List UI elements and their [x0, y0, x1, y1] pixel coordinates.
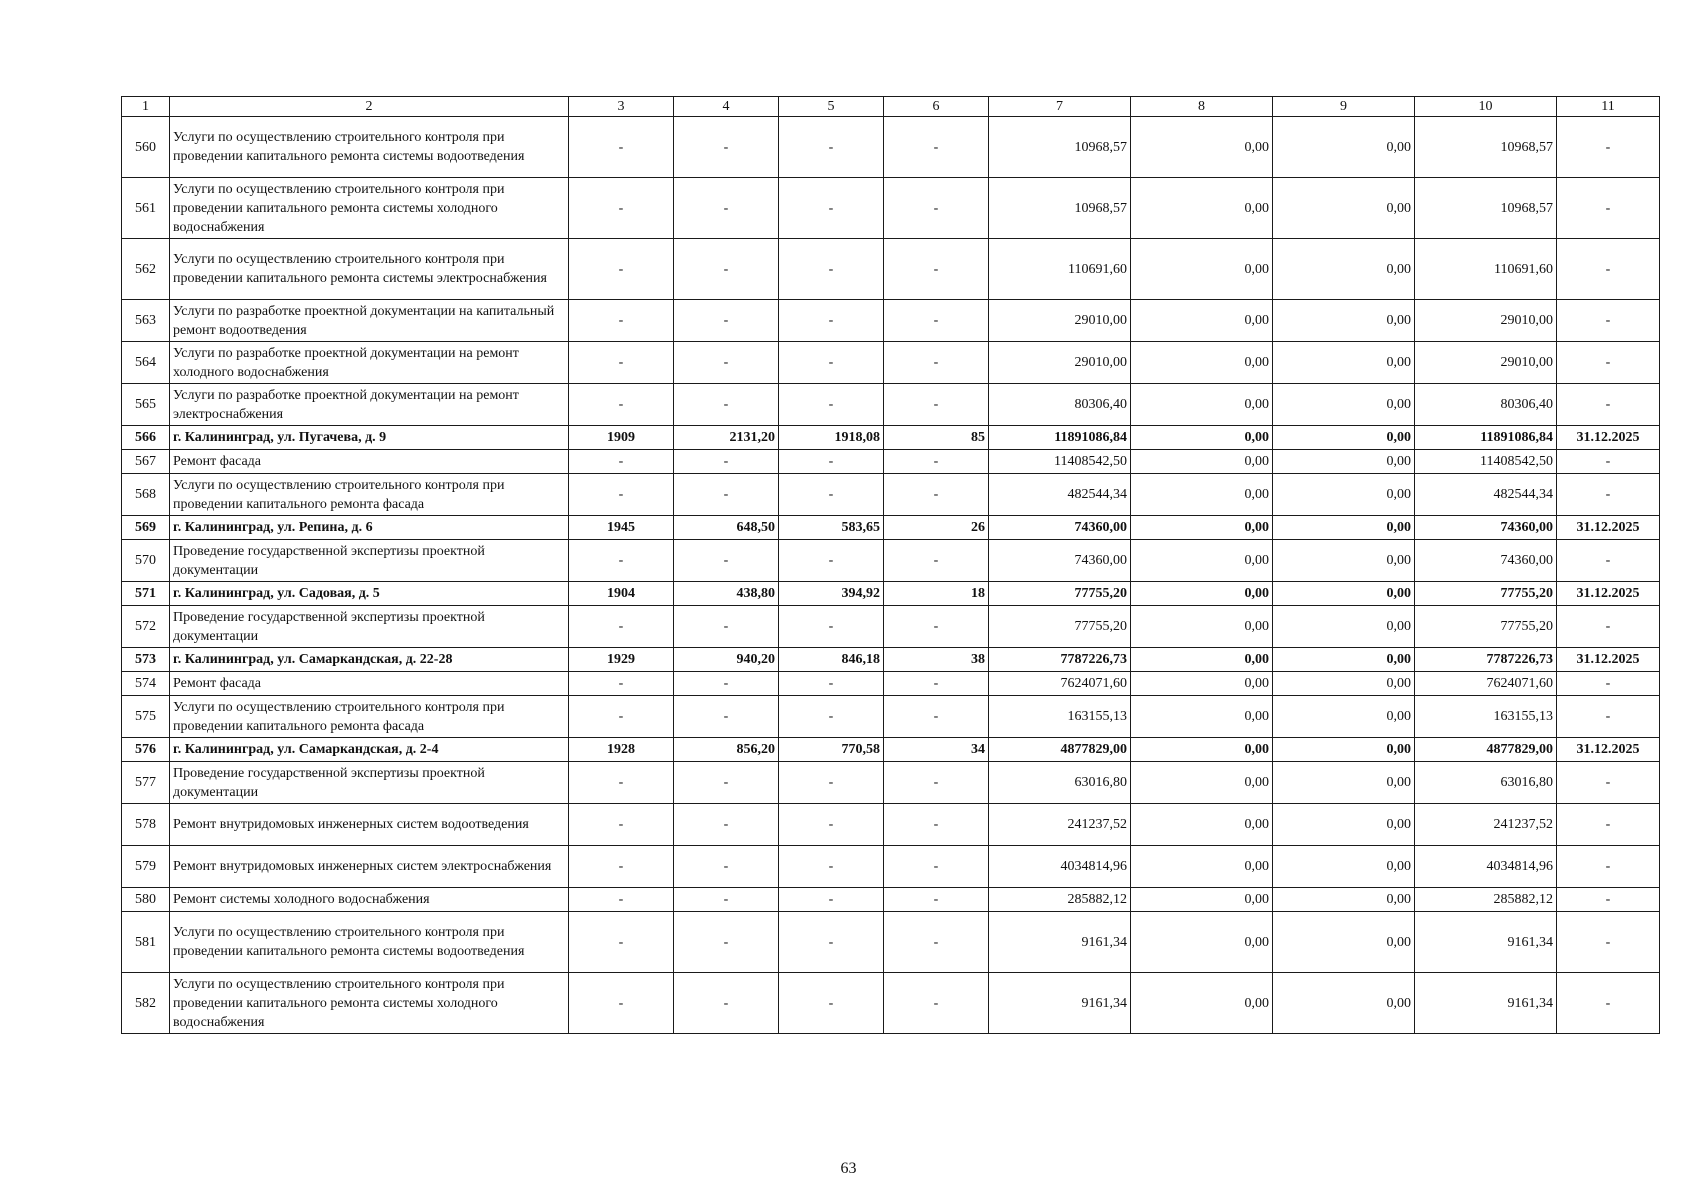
- total-cost-cell: 29010,00: [989, 342, 1131, 384]
- work-name-cell: г. Калининград, ул. Самаркандская, д. 22-28: [170, 648, 569, 672]
- row-number-cell: 569: [122, 516, 170, 540]
- total-area-cell: -: [674, 606, 779, 648]
- total-area-cell: -: [674, 384, 779, 426]
- other-cost-cell: 0,00: [1273, 738, 1415, 762]
- total-cost-cell: 29010,00: [989, 300, 1131, 342]
- work-name-cell: Ремонт фасада: [170, 450, 569, 474]
- residents-count-cell: 18: [884, 582, 989, 606]
- total-area-cell: -: [674, 300, 779, 342]
- total-area-cell: -: [674, 117, 779, 178]
- fund-cost-cell: 0,00: [1131, 342, 1273, 384]
- residents-count-cell: -: [884, 540, 989, 582]
- work-name-cell: Проведение государственной экспертизы проектной документации: [170, 606, 569, 648]
- program-cost-cell: 241237,52: [1415, 804, 1557, 846]
- total-cost-cell: 163155,13: [989, 696, 1131, 738]
- work-name-cell: г. Калининград, ул. Садовая, д. 5: [170, 582, 569, 606]
- other-cost-cell: 0,00: [1273, 762, 1415, 804]
- year-built-cell: -: [569, 384, 674, 426]
- completion-date-cell: -: [1557, 888, 1660, 912]
- total-cost-cell: 4877829,00: [989, 738, 1131, 762]
- total-area-cell: -: [674, 696, 779, 738]
- work-name-cell: г. Калининград, ул. Пугачева, д. 9: [170, 426, 569, 450]
- year-built-cell: -: [569, 117, 674, 178]
- fund-cost-cell: 0,00: [1131, 516, 1273, 540]
- other-cost-cell: 0,00: [1273, 426, 1415, 450]
- completion-date-cell: -: [1557, 804, 1660, 846]
- total-cost-cell: 4034814,96: [989, 846, 1131, 888]
- residents-count-cell: -: [884, 342, 989, 384]
- completion-date-cell: -: [1557, 696, 1660, 738]
- total-cost-cell: 9161,34: [989, 912, 1131, 973]
- fund-cost-cell: 0,00: [1131, 239, 1273, 300]
- other-cost-cell: 0,00: [1273, 606, 1415, 648]
- column-header: 2: [170, 97, 569, 117]
- program-cost-cell: 285882,12: [1415, 888, 1557, 912]
- row-number-cell: 561: [122, 178, 170, 239]
- table-row: [122, 239, 1660, 300]
- fund-cost-cell: 0,00: [1131, 300, 1273, 342]
- row-number-cell: 568: [122, 474, 170, 516]
- column-header: 6: [884, 97, 989, 117]
- residents-count-cell: -: [884, 450, 989, 474]
- total-area-cell: -: [674, 973, 779, 1034]
- year-built-cell: -: [569, 804, 674, 846]
- program-cost-cell: 11408542,50: [1415, 450, 1557, 474]
- other-cost-cell: 0,00: [1273, 672, 1415, 696]
- residents-count-cell: -: [884, 606, 989, 648]
- row-number-cell: 570: [122, 540, 170, 582]
- living-area-cell: -: [779, 342, 884, 384]
- living-area-cell: -: [779, 846, 884, 888]
- fund-cost-cell: 0,00: [1131, 912, 1273, 973]
- program-cost-cell: 9161,34: [1415, 912, 1557, 973]
- row-number-cell: 574: [122, 672, 170, 696]
- year-built-cell: -: [569, 300, 674, 342]
- work-name-cell: Проведение государственной экспертизы проектной документации: [170, 762, 569, 804]
- completion-date-cell: -: [1557, 450, 1660, 474]
- total-area-cell: -: [674, 912, 779, 973]
- row-number-cell: 564: [122, 342, 170, 384]
- total-cost-cell: 10968,57: [989, 117, 1131, 178]
- completion-date-cell: -: [1557, 384, 1660, 426]
- program-cost-cell: 10968,57: [1415, 178, 1557, 239]
- table-row: [122, 474, 1660, 516]
- work-name-cell: Ремонт внутридомовых инженерных систем электроснабжения: [170, 846, 569, 888]
- total-cost-cell: 7624071,60: [989, 672, 1131, 696]
- completion-date-cell: 31.12.2025: [1557, 738, 1660, 762]
- year-built-cell: -: [569, 239, 674, 300]
- column-header: 9: [1273, 97, 1415, 117]
- residents-count-cell: 85: [884, 426, 989, 450]
- program-cost-cell: 77755,20: [1415, 606, 1557, 648]
- fund-cost-cell: 0,00: [1131, 846, 1273, 888]
- program-cost-cell: 80306,40: [1415, 384, 1557, 426]
- completion-date-cell: -: [1557, 178, 1660, 239]
- column-header: 5: [779, 97, 884, 117]
- row-number-cell: 563: [122, 300, 170, 342]
- total-area-cell: 438,80: [674, 582, 779, 606]
- total-area-cell: -: [674, 762, 779, 804]
- residents-count-cell: -: [884, 973, 989, 1034]
- year-built-cell: 1945: [569, 516, 674, 540]
- living-area-cell: -: [779, 117, 884, 178]
- program-cost-cell: 77755,20: [1415, 582, 1557, 606]
- completion-date-cell: -: [1557, 846, 1660, 888]
- other-cost-cell: 0,00: [1273, 300, 1415, 342]
- total-cost-cell: 80306,40: [989, 384, 1131, 426]
- page-number: 63: [840, 1160, 857, 1177]
- work-name-cell: Услуги по разработке проектной документации на капитальный ремонт водоотведения: [170, 300, 569, 342]
- row-number-cell: 567: [122, 450, 170, 474]
- row-number-cell: 576: [122, 738, 170, 762]
- completion-date-cell: -: [1557, 912, 1660, 973]
- program-cost-cell: 74360,00: [1415, 540, 1557, 582]
- fund-cost-cell: 0,00: [1131, 582, 1273, 606]
- row-number-cell: 572: [122, 606, 170, 648]
- living-area-cell: 770,58: [779, 738, 884, 762]
- other-cost-cell: 0,00: [1273, 804, 1415, 846]
- total-cost-cell: 63016,80: [989, 762, 1131, 804]
- program-cost-cell: 4034814,96: [1415, 846, 1557, 888]
- total-area-cell: -: [674, 846, 779, 888]
- row-number-cell: 580: [122, 888, 170, 912]
- program-cost-cell: 7624071,60: [1415, 672, 1557, 696]
- fund-cost-cell: 0,00: [1131, 762, 1273, 804]
- work-name-cell: Услуги по разработке проектной документации на ремонт холодного водоснабжения: [170, 342, 569, 384]
- total-cost-cell: 241237,52: [989, 804, 1131, 846]
- year-built-cell: -: [569, 342, 674, 384]
- work-name-cell: Ремонт системы холодного водоснабжения: [170, 888, 569, 912]
- total-area-cell: -: [674, 540, 779, 582]
- completion-date-cell: -: [1557, 606, 1660, 648]
- residents-count-cell: -: [884, 300, 989, 342]
- table-row: [122, 606, 1660, 648]
- column-header: 7: [989, 97, 1131, 117]
- residents-count-cell: -: [884, 117, 989, 178]
- residents-count-cell: -: [884, 474, 989, 516]
- row-number-cell: 575: [122, 696, 170, 738]
- work-name-cell: Услуги по осуществлению строительного контроля при проведении капитального ремонта системы водоотведения: [170, 912, 569, 973]
- completion-date-cell: -: [1557, 672, 1660, 696]
- total-area-cell: 648,50: [674, 516, 779, 540]
- table-row: [122, 973, 1660, 1034]
- living-area-cell: -: [779, 672, 884, 696]
- total-area-cell: -: [674, 450, 779, 474]
- total-area-cell: -: [674, 239, 779, 300]
- table-row: [122, 450, 1660, 474]
- year-built-cell: -: [569, 540, 674, 582]
- total-area-cell: 940,20: [674, 648, 779, 672]
- table-row: [122, 762, 1660, 804]
- total-area-cell: -: [674, 888, 779, 912]
- column-header: 3: [569, 97, 674, 117]
- residents-count-cell: -: [884, 846, 989, 888]
- table-body: [122, 117, 1660, 1034]
- completion-date-cell: 31.12.2025: [1557, 516, 1660, 540]
- completion-date-cell: -: [1557, 973, 1660, 1034]
- living-area-cell: -: [779, 540, 884, 582]
- total-cost-cell: 482544,34: [989, 474, 1131, 516]
- total-cost-cell: 74360,00: [989, 516, 1131, 540]
- living-area-cell: -: [779, 450, 884, 474]
- completion-date-cell: -: [1557, 239, 1660, 300]
- year-built-cell: -: [569, 846, 674, 888]
- year-built-cell: -: [569, 888, 674, 912]
- total-area-cell: -: [674, 474, 779, 516]
- total-cost-cell: 9161,34: [989, 973, 1131, 1034]
- year-built-cell: 1904: [569, 582, 674, 606]
- table-row: [122, 648, 1660, 672]
- living-area-cell: 846,18: [779, 648, 884, 672]
- table-row: [122, 696, 1660, 738]
- program-cost-cell: 63016,80: [1415, 762, 1557, 804]
- work-name-cell: Услуги по осуществлению строительного контроля при проведении капитального ремонта фасада: [170, 474, 569, 516]
- fund-cost-cell: 0,00: [1131, 888, 1273, 912]
- completion-date-cell: -: [1557, 300, 1660, 342]
- table-row: [122, 384, 1660, 426]
- row-number-cell: 566: [122, 426, 170, 450]
- other-cost-cell: 0,00: [1273, 888, 1415, 912]
- fund-cost-cell: 0,00: [1131, 738, 1273, 762]
- program-cost-cell: 482544,34: [1415, 474, 1557, 516]
- works-table: [121, 96, 1660, 1034]
- work-name-cell: Услуги по осуществлению строительного контроля при проведении капитального ремонта системы холодного водоснабжения: [170, 973, 569, 1034]
- row-number-cell: 581: [122, 912, 170, 973]
- table-row: [122, 738, 1660, 762]
- other-cost-cell: 0,00: [1273, 912, 1415, 973]
- fund-cost-cell: 0,00: [1131, 426, 1273, 450]
- year-built-cell: 1929: [569, 648, 674, 672]
- total-area-cell: -: [674, 178, 779, 239]
- table-row: [122, 540, 1660, 582]
- program-cost-cell: 7787226,73: [1415, 648, 1557, 672]
- other-cost-cell: 0,00: [1273, 516, 1415, 540]
- row-number-cell: 565: [122, 384, 170, 426]
- table-row: [122, 582, 1660, 606]
- total-area-cell: -: [674, 672, 779, 696]
- total-area-cell: 2131,20: [674, 426, 779, 450]
- fund-cost-cell: 0,00: [1131, 672, 1273, 696]
- table-row: [122, 846, 1660, 888]
- total-cost-cell: 7787226,73: [989, 648, 1131, 672]
- year-built-cell: -: [569, 474, 674, 516]
- other-cost-cell: 0,00: [1273, 846, 1415, 888]
- year-built-cell: -: [569, 973, 674, 1034]
- other-cost-cell: 0,00: [1273, 117, 1415, 178]
- work-name-cell: Услуги по осуществлению строительного контроля при проведении капитального ремонта системы холодного водоснабжения: [170, 178, 569, 239]
- other-cost-cell: 0,00: [1273, 540, 1415, 582]
- row-number-cell: 573: [122, 648, 170, 672]
- residents-count-cell: -: [884, 239, 989, 300]
- other-cost-cell: 0,00: [1273, 384, 1415, 426]
- completion-date-cell: 31.12.2025: [1557, 426, 1660, 450]
- completion-date-cell: -: [1557, 117, 1660, 178]
- row-number-cell: 562: [122, 239, 170, 300]
- work-name-cell: Ремонт фасада: [170, 672, 569, 696]
- living-area-cell: -: [779, 239, 884, 300]
- table-row: [122, 426, 1660, 450]
- fund-cost-cell: 0,00: [1131, 384, 1273, 426]
- year-built-cell: -: [569, 672, 674, 696]
- year-built-cell: -: [569, 762, 674, 804]
- total-cost-cell: 285882,12: [989, 888, 1131, 912]
- table-row: [122, 300, 1660, 342]
- completion-date-cell: -: [1557, 342, 1660, 384]
- total-area-cell: -: [674, 342, 779, 384]
- total-cost-cell: 11891086,84: [989, 426, 1131, 450]
- living-area-cell: -: [779, 474, 884, 516]
- year-built-cell: -: [569, 606, 674, 648]
- year-built-cell: -: [569, 178, 674, 239]
- fund-cost-cell: 0,00: [1131, 973, 1273, 1034]
- program-cost-cell: 163155,13: [1415, 696, 1557, 738]
- program-cost-cell: 10968,57: [1415, 117, 1557, 178]
- table-row: [122, 178, 1660, 239]
- other-cost-cell: 0,00: [1273, 178, 1415, 239]
- completion-date-cell: -: [1557, 762, 1660, 804]
- year-built-cell: -: [569, 450, 674, 474]
- year-built-cell: -: [569, 912, 674, 973]
- table-row: [122, 888, 1660, 912]
- other-cost-cell: 0,00: [1273, 696, 1415, 738]
- living-area-cell: -: [779, 606, 884, 648]
- column-header: 8: [1131, 97, 1273, 117]
- other-cost-cell: 0,00: [1273, 342, 1415, 384]
- column-header: 11: [1557, 97, 1660, 117]
- living-area-cell: -: [779, 888, 884, 912]
- total-cost-cell: 11408542,50: [989, 450, 1131, 474]
- table-row: [122, 672, 1660, 696]
- work-name-cell: Услуги по осуществлению строительного контроля при проведении капитального ремонта системы электроснабжения: [170, 239, 569, 300]
- row-number-cell: 582: [122, 973, 170, 1034]
- living-area-cell: -: [779, 762, 884, 804]
- fund-cost-cell: 0,00: [1131, 117, 1273, 178]
- residents-count-cell: -: [884, 696, 989, 738]
- other-cost-cell: 0,00: [1273, 973, 1415, 1034]
- work-name-cell: Услуги по осуществлению строительного контроля при проведении капитального ремонта фасада: [170, 696, 569, 738]
- living-area-cell: 1918,08: [779, 426, 884, 450]
- total-cost-cell: 110691,60: [989, 239, 1131, 300]
- work-name-cell: Услуги по разработке проектной документации на ремонт электроснабжения: [170, 384, 569, 426]
- row-number-cell: 560: [122, 117, 170, 178]
- column-header: 10: [1415, 97, 1557, 117]
- program-cost-cell: 74360,00: [1415, 516, 1557, 540]
- residents-count-cell: -: [884, 178, 989, 239]
- program-cost-cell: 29010,00: [1415, 342, 1557, 384]
- column-header: 1: [122, 97, 170, 117]
- year-built-cell: 1928: [569, 738, 674, 762]
- living-area-cell: -: [779, 384, 884, 426]
- table-row: [122, 342, 1660, 384]
- living-area-cell: -: [779, 912, 884, 973]
- total-area-cell: 856,20: [674, 738, 779, 762]
- total-area-cell: -: [674, 804, 779, 846]
- row-number-cell: 578: [122, 804, 170, 846]
- work-name-cell: Ремонт внутридомовых инженерных систем водоотведения: [170, 804, 569, 846]
- work-name-cell: Услуги по осуществлению строительного контроля при проведении капитального ремонта системы водоотведения: [170, 117, 569, 178]
- table-row: [122, 117, 1660, 178]
- total-cost-cell: 74360,00: [989, 540, 1131, 582]
- completion-date-cell: -: [1557, 540, 1660, 582]
- other-cost-cell: 0,00: [1273, 474, 1415, 516]
- table-row: [122, 516, 1660, 540]
- other-cost-cell: 0,00: [1273, 450, 1415, 474]
- column-number-row: [122, 97, 1660, 117]
- residents-count-cell: -: [884, 804, 989, 846]
- residents-count-cell: 38: [884, 648, 989, 672]
- column-header: 4: [674, 97, 779, 117]
- living-area-cell: -: [779, 696, 884, 738]
- row-number-cell: 579: [122, 846, 170, 888]
- other-cost-cell: 0,00: [1273, 582, 1415, 606]
- year-built-cell: -: [569, 696, 674, 738]
- living-area-cell: -: [779, 178, 884, 239]
- total-cost-cell: 77755,20: [989, 582, 1131, 606]
- residents-count-cell: -: [884, 888, 989, 912]
- residents-count-cell: -: [884, 672, 989, 696]
- work-name-cell: Проведение государственной экспертизы проектной документации: [170, 540, 569, 582]
- row-number-cell: 571: [122, 582, 170, 606]
- fund-cost-cell: 0,00: [1131, 540, 1273, 582]
- program-cost-cell: 29010,00: [1415, 300, 1557, 342]
- fund-cost-cell: 0,00: [1131, 606, 1273, 648]
- other-cost-cell: 0,00: [1273, 648, 1415, 672]
- fund-cost-cell: 0,00: [1131, 648, 1273, 672]
- fund-cost-cell: 0,00: [1131, 474, 1273, 516]
- residents-count-cell: -: [884, 384, 989, 426]
- table-row: [122, 912, 1660, 973]
- living-area-cell: 394,92: [779, 582, 884, 606]
- work-name-cell: г. Калининград, ул. Самаркандская, д. 2-4: [170, 738, 569, 762]
- residents-count-cell: 34: [884, 738, 989, 762]
- work-name-cell: г. Калининград, ул. Репина, д. 6: [170, 516, 569, 540]
- year-built-cell: 1909: [569, 426, 674, 450]
- living-area-cell: -: [779, 804, 884, 846]
- total-cost-cell: 10968,57: [989, 178, 1131, 239]
- program-cost-cell: 9161,34: [1415, 973, 1557, 1034]
- other-cost-cell: 0,00: [1273, 239, 1415, 300]
- program-cost-cell: 110691,60: [1415, 239, 1557, 300]
- fund-cost-cell: 0,00: [1131, 696, 1273, 738]
- residents-count-cell: -: [884, 912, 989, 973]
- living-area-cell: -: [779, 973, 884, 1034]
- total-cost-cell: 77755,20: [989, 606, 1131, 648]
- residents-count-cell: -: [884, 762, 989, 804]
- completion-date-cell: 31.12.2025: [1557, 648, 1660, 672]
- program-cost-cell: 11891086,84: [1415, 426, 1557, 450]
- fund-cost-cell: 0,00: [1131, 178, 1273, 239]
- fund-cost-cell: 0,00: [1131, 450, 1273, 474]
- completion-date-cell: -: [1557, 474, 1660, 516]
- program-cost-cell: 4877829,00: [1415, 738, 1557, 762]
- residents-count-cell: 26: [884, 516, 989, 540]
- table-row: [122, 804, 1660, 846]
- row-number-cell: 577: [122, 762, 170, 804]
- completion-date-cell: 31.12.2025: [1557, 582, 1660, 606]
- fund-cost-cell: 0,00: [1131, 804, 1273, 846]
- living-area-cell: -: [779, 300, 884, 342]
- living-area-cell: 583,65: [779, 516, 884, 540]
